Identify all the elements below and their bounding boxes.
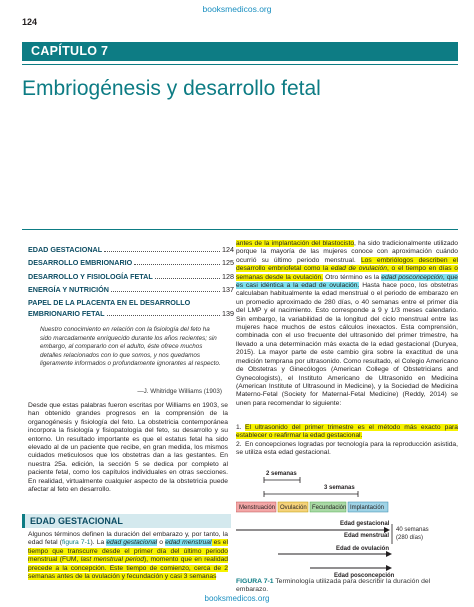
figure-link[interactable]: figura 7-1: [62, 539, 91, 547]
toc-item[interactable]: DESARROLLO EMBRIONARIO 125: [28, 258, 234, 267]
svg-text:Edad posconcepción: Edad posconcepción: [334, 573, 395, 579]
svg-text:(280 días): (280 días): [396, 535, 424, 541]
svg-text:Menstruación: Menstruación: [239, 505, 276, 511]
svg-text:Fecundación: Fecundación: [312, 505, 347, 511]
list-item: 2. En concepciones logradas por tecnología para la reproducción asistida, se utiliza esta edad gestacional.: [236, 440, 458, 457]
svg-text:Edad gestacional: Edad gestacional: [340, 521, 390, 527]
divider: [22, 229, 458, 230]
svg-text:40 semanas: 40 semanas: [396, 527, 429, 533]
site-footer: booksmedicos.org: [204, 594, 270, 603]
toc-item[interactable]: PAPEL DE LA PLACENTA EN EL DESARROLLO EMBRIONARIO FETAL 139: [28, 298, 234, 318]
site-header: booksmedicos.org: [202, 4, 272, 14]
epigraph-attribution: —J. Whitridge Williams (1903): [137, 388, 222, 395]
two-weeks-label: 2 semanas: [266, 471, 297, 477]
section-heading: EDAD GESTACIONAL: [30, 516, 123, 526]
right-paragraph: antes de la implantación del blastocisto, ha sido tradicionalmente utilizado porque la mayoría de las mujeres conoce con aproximación cuándo ocurrió su último periodo menstrual. Los embriólogos describen el desarrollo embriofetal como la edad de ovulación, o el tiempo en días o semanas desde la ovulación. Otro término es la edad posconcepción, que es casi idéntica a la edad de ovulación. Hasta hace poco, los obstetras calculaban habitualmente la edad menstrual o el periodo de embarazo en un promedio aproximado de 280 días, o 40 semanas entre el primer día del LMP y el nacimiento. Esto corresponde a 9 y 1/3 meses calendario. Sin embargo, la variabilidad de la longitud del ciclo menstrual entre las mujeres hace muchos de estos cálculos inexactos. Esta comprensión, combinada con el uso frecuente del ultrasonido del primer trimestre, ha llevado a una determinación más exacta de la edad gestacional (Duryea, 2015). La mayor parte de este cambio gira sobre la exactitud de una medición temprana por ultrasonido. Como resultado, el Colegio Americano de Obstetras y Ginecólogos (American College of Obstetricians and Gynecologists), el Instituto Americano de Ultrasonido en Medicina (American Institute of Ultrasound in Medicine), y la Sociedad de Medicina Materno-Fetal (Society for Maternal-Fetal Medicine) (Reddy, 2014) se unen para recomendar lo siguiente:: [236, 240, 458, 407]
divider: [22, 64, 458, 65]
list-item: 1. El ultrasonido del primer trimestre es el método más exacto para establecer o reafirmar la edad gestacional.: [236, 424, 458, 440]
svg-text:Edad de ovulación: Edad de ovulación: [336, 546, 390, 552]
page-number: 124: [22, 17, 38, 27]
gestational-age-diagram: [236, 468, 458, 580]
figure-caption: FIGURA 7-1 Terminología utilizada para describir la duración del embarazo.: [236, 578, 431, 594]
recommendation-list: [236, 424, 458, 458]
section-paragraph: Algunos términos definen la duración del embarazo y, por tanto, la edad fetal (figura 7-1). La edad gestacional o edad menstrual es el tiempo que transcurre desde el primer día del último periodo menstrual (FUM, last menstrual period), momento que en realidad precede a la concepción. Este tiempo de comienzo, cerca de 2 semanas antes de la ovulación y fecundación y casi 3 semanas: [28, 531, 229, 581]
chapter-label: CAPÍTULO 7: [31, 44, 109, 58]
toc-item[interactable]: ENERGÍA Y NUTRICIÓN 137: [28, 285, 234, 294]
svg-text:Implantación: Implantación: [350, 505, 385, 511]
epigraph-quote: Nuestro conocimiento en relación con la fisiología del feto ha sido marcadamente enriquecido durante los años recientes; sin embargo, al compararlo con el adulto, éste ofrece muchos detalles relacionados con lo que somos, y nos quedamos ligeramente informados o profundamente ignorantes al respecto.: [40, 326, 221, 368]
three-weeks-label: 3 semanas: [324, 485, 355, 491]
table-of-contents: [28, 240, 234, 318]
chapter-title: Embriogénesis y desarrollo fetal: [22, 77, 321, 100]
svg-text:Edad menstrual: Edad menstrual: [344, 533, 390, 539]
toc-item[interactable]: EDAD GESTACIONAL 124: [28, 244, 234, 254]
intro-paragraph: Desde que estas palabras fueron escritas por Williams en 1903, se han obtenido grandes progresos en la comprensión de la organogénesis y fisiología del feto. La obstetricia contemporánea incorpora la fisiología y fisiopatología del feto, su desarrollo y su entorno. Un resultado importante es que el estatus fetal ha sido elevado al de un paciente que recibe, en gran medida, los mismos cuidados meticulosos que los obstetras dan a las gestantes. En nuestra 25a. edición, la sección 5 se dedica por completo al paciente fetal, como los capítulos individuales en otras secciones. En realidad, virtualmente cualquier aspecto de la obstetricia puede afectar al feto en desarrollo.: [28, 402, 228, 494]
svg-text:Ovulación: Ovulación: [280, 505, 307, 511]
toc-item[interactable]: DESARROLLO Y FISIOLOGÍA FETAL 128: [28, 271, 234, 281]
